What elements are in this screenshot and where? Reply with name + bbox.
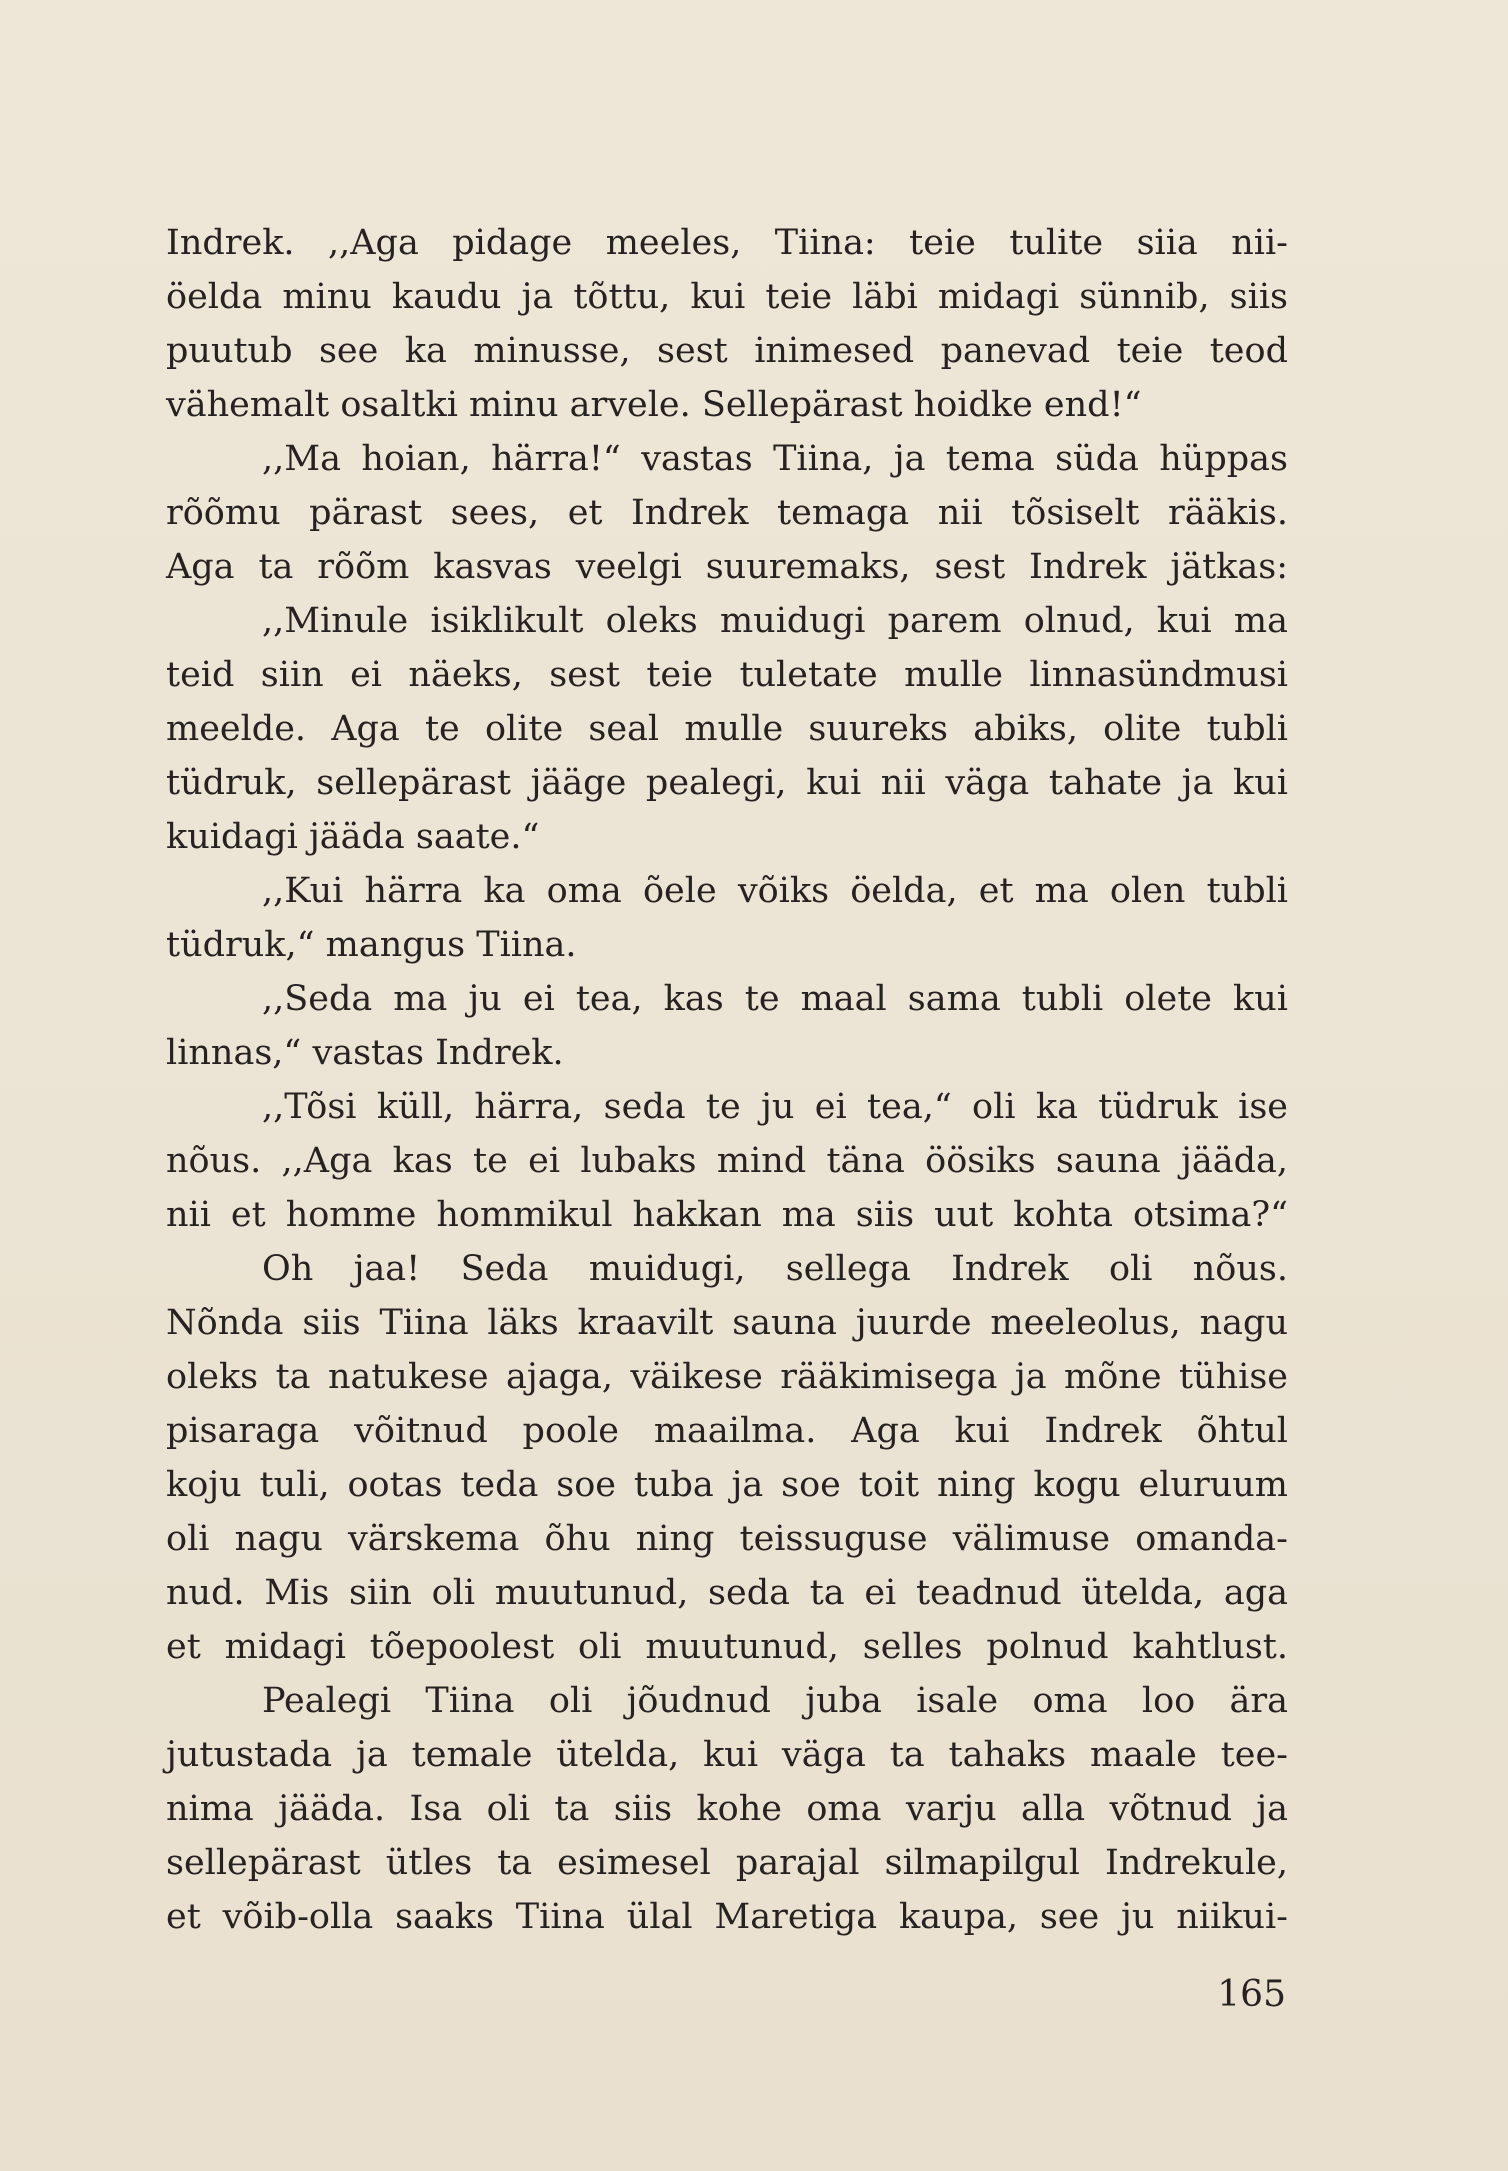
text-line: puutub see ka minusse, sest inimesed panevad teie teod: [166, 331, 1288, 371]
text-line: kuidagi jääda saate.“: [166, 817, 540, 857]
text-line: Oh jaa! Seda muidugi, sellega Indrek oli nõus.: [262, 1249, 1288, 1289]
text-line: Nõnda siis Tiina läks kraavilt sauna juurde meeleolus, nagu: [166, 1303, 1288, 1343]
text-line: rõõmu pärast sees, et Indrek temaga nii tõsiselt rääkis.: [166, 493, 1288, 533]
text-line: et midagi tõepoolest oli muutunud, selles polnud kahtlust.: [166, 1627, 1288, 1667]
text-line: Pealegi Tiina oli jõudnud juba isale oma loo ära: [262, 1681, 1288, 1721]
text-line: nud. Mis siin oli muutunud, seda ta ei teadnud ütelda, aga: [166, 1573, 1288, 1613]
text-line: tüdruk, sellepärast jääge pealegi, kui nii väga tahate ja kui: [166, 763, 1288, 803]
text-line: ,,Seda ma ju ei tea, kas te maal sama tubli olete kui: [262, 979, 1288, 1019]
text-line: ,,Tõsi küll, härra, seda te ju ei tea,“ oli ka tüdruk ise: [262, 1087, 1288, 1127]
text-line: nima jääda. Isa oli ta siis kohe oma varju alla võtnud ja: [166, 1789, 1288, 1829]
text-line: koju tuli, ootas teda soe tuba ja soe toit ning kogu eluruum: [166, 1465, 1288, 1505]
text-line: nii et homme hommikul hakkan ma siis uut kohta otsima?“: [166, 1195, 1288, 1235]
text-line: oleks ta natukese ajaga, väikese rääkimisega ja mõne tühise: [166, 1357, 1288, 1397]
text-line: Indrek. ,,Aga pidage meeles, Tiina: teie tulite siia nii-: [166, 223, 1288, 263]
text-line: meelde. Aga te olite seal mulle suureks abiks, olite tubli: [166, 709, 1288, 749]
text-line: teid siin ei näeks, sest teie tuletate mulle linnasündmusi: [166, 655, 1288, 695]
text-line: vähemalt osaltki minu arvele. Sellepärast hoidke end!“: [166, 385, 1142, 425]
text-line: pisaraga võitnud poole maailma. Aga kui Indrek õhtul: [166, 1411, 1288, 1451]
text-line: tüdruk,“ mangus Tiina.: [166, 925, 577, 965]
text-line: ,,Ma hoian, härra!“ vastas Tiina, ja tema süda hüppas: [262, 439, 1288, 479]
text-line: nõus. ,,Aga kas te ei lubaks mind täna öösiks sauna jääda,: [166, 1141, 1288, 1181]
text-line: Aga ta rõõm kasvas veelgi suuremaks, sest Indrek jätkas:: [166, 547, 1288, 587]
text-line: sellepärast ütles ta esimesel parajal silmapilgul Indrekule,: [166, 1843, 1288, 1883]
page-number: 165: [1217, 1974, 1286, 2015]
text-line: et võib-olla saaks Tiina ülal Maretiga kaupa, see ju niikui-: [166, 1897, 1288, 1937]
text-line: oli nagu värskema õhu ning teissuguse välimuse omanda-: [166, 1519, 1288, 1559]
text-line: linnas,“ vastas Indrek.: [166, 1033, 564, 1073]
text-line: ,,Kui härra ka oma õele võiks öelda, et ma olen tubli: [262, 871, 1288, 911]
text-line: jutustada ja temale ütelda, kui väga ta tahaks maale tee-: [166, 1735, 1288, 1775]
text-line: öelda minu kaudu ja tõttu, kui teie läbi midagi sünnib, siis: [166, 277, 1288, 317]
body-text: [166, 216, 1288, 1944]
text-line: ,,Minule isiklikult oleks muidugi parem olnud, kui ma: [262, 601, 1288, 641]
